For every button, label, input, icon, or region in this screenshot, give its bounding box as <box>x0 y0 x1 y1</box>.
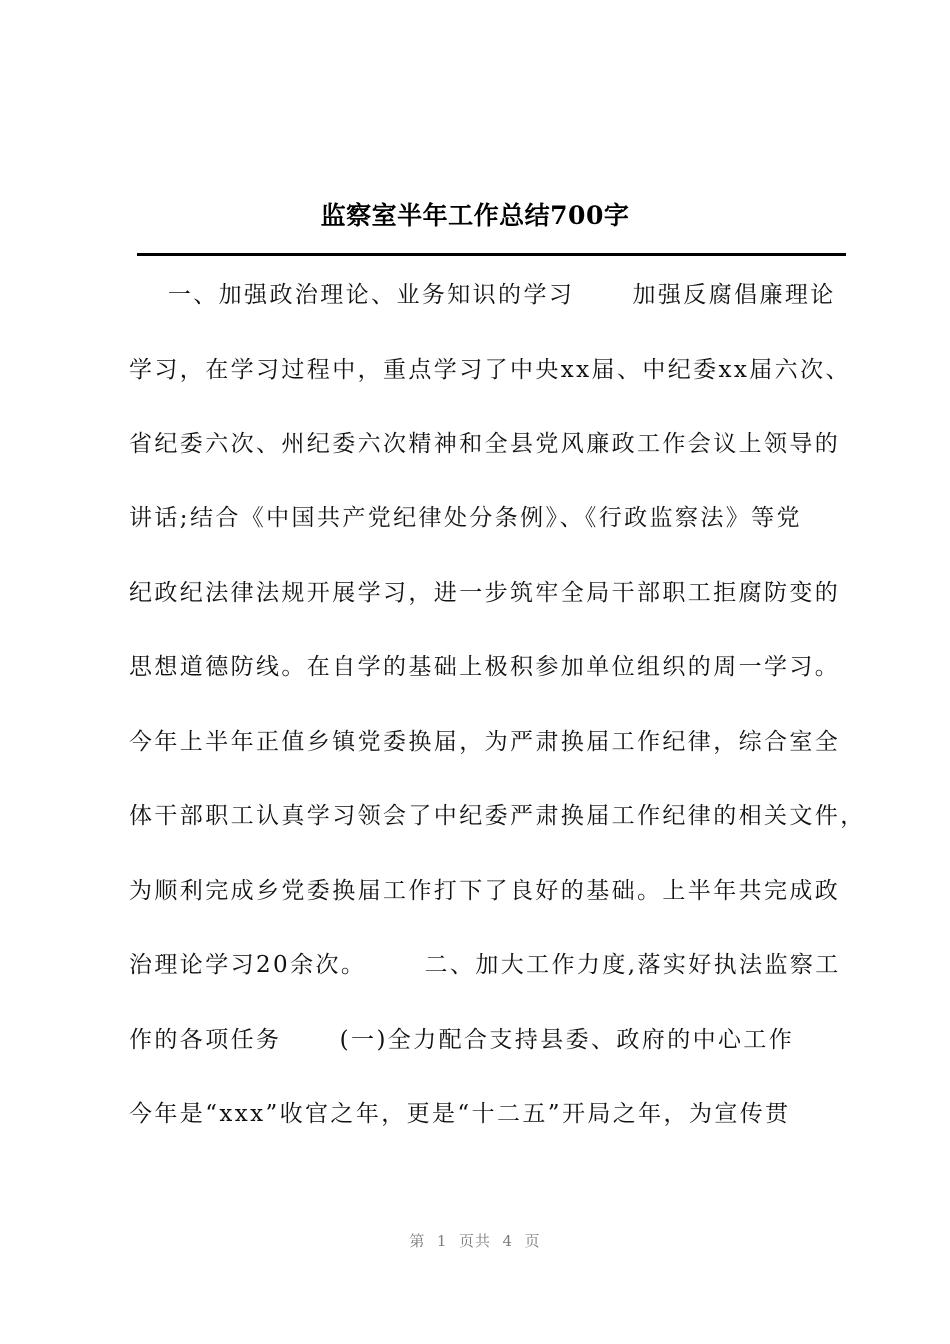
body-line-12: 今年是“xxx”收官之年，更是“十二五”开局之年，为宣传贯 <box>129 1101 791 1127</box>
body-line-4: 讲话;结合《中国共产党纪律处分条例》、《行政监察法》等党 <box>129 505 802 531</box>
body-line-3: 省纪委六次、州纪委六次精神和全县党风廉政工作会议上领导的 <box>129 431 841 457</box>
body-line-11: 作的各项任务 (一)全力配合支持县委、政府的中心工作 <box>129 1027 795 1053</box>
body-line-1: 一、加强政治理论、业务知识的学习 加强反腐倡廉理论 <box>129 282 836 308</box>
body-line-10: 治理论学习20余次。 二、加大工作力度,落实好执法监察工 <box>129 952 841 978</box>
body-line-8: 体干部职工认真学习领会了中纪委严肃换届工作纪律的相关文件， <box>129 803 866 829</box>
title-divider <box>137 253 846 256</box>
body-line-6: 思想道德防线。在自学的基础上极积参加单位组织的周一学习。 <box>129 654 841 680</box>
body-line-7: 今年上半年正值乡镇党委换届，为严肃换届工作纪律，综合室全 <box>129 729 841 755</box>
body-line-2: 学习，在学习过程中，重点学习了中央xx届、中纪委xx届六次、 <box>129 357 851 383</box>
body-line-5: 纪政纪法律法规开展学习，进一步筑牢全局干部职工拒腐防变的 <box>129 580 841 606</box>
document-title: 监察室半年工作总结700字 <box>320 201 630 230</box>
body-line-9: 为顺利完成乡党委换届工作打下了良好的基础。上半年共完成政 <box>129 878 841 904</box>
page-number-footer: 第 1 页共 4 页 <box>409 1232 541 1250</box>
